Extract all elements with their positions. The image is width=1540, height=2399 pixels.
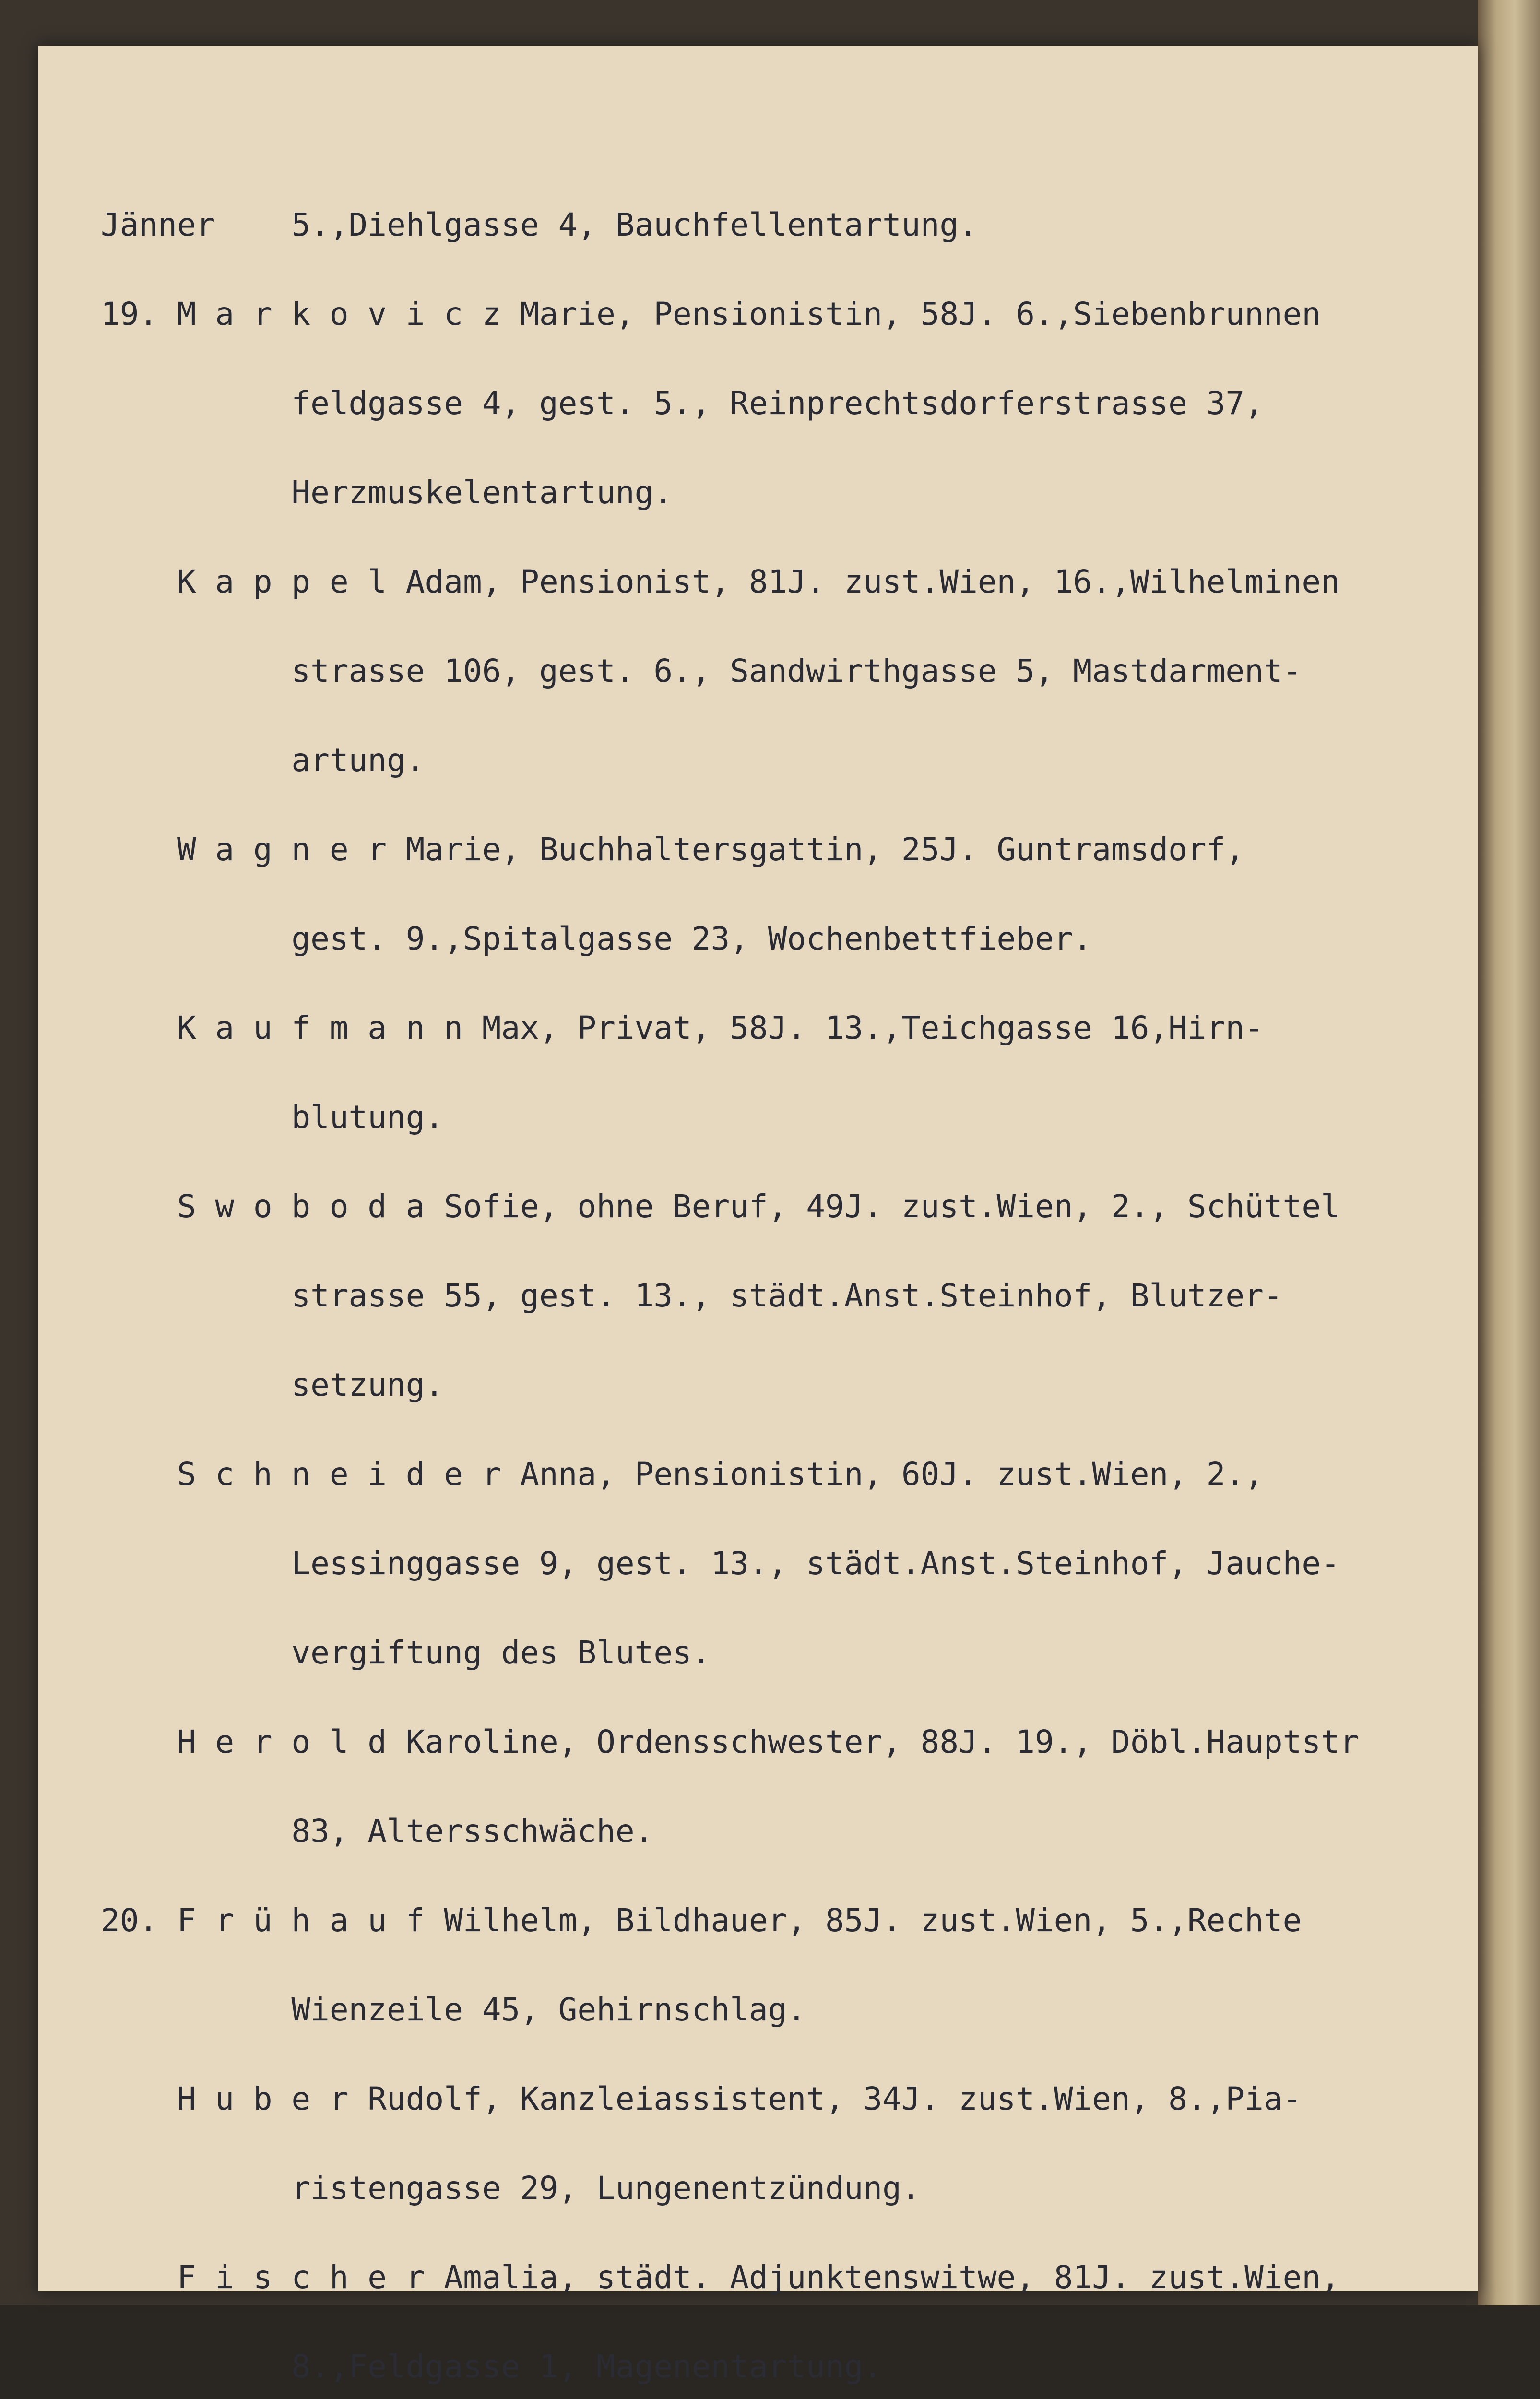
text-line: 83, Altersschwäche.: [101, 1813, 654, 1850]
text-line: S c h n e i d e r Anna, Pensionistin, 60J. zust.Wien, 2.,: [101, 1456, 1264, 1493]
text-line: 19. M a r k o v i c z Marie, Pensionistin, 58J. 6.,Siebenbrunnen: [101, 296, 1321, 333]
text-line: H u b e r Rudolf, Kanzleiassistent, 34J. zust.Wien, 8.,Pia-: [101, 2080, 1302, 2117]
text-line: K a p p e l Adam, Pensionist, 81J. zust.Wien, 16.,Wilhelminen: [101, 563, 1340, 600]
text-line: setzung.: [101, 1366, 444, 1403]
document-page: [38, 46, 1478, 2385]
text-line: Jänner 5.,Diehlgasse 4, Bauchfellentartung.: [101, 206, 978, 243]
text-line: Lessinggasse 9, gest. 13., städt.Anst.Steinhof, Jauche-: [101, 1545, 1340, 1582]
text-line: gest. 9.,Spitalgasse 23, Wochenbettfieber.: [101, 920, 1092, 957]
text-line: strasse 55, gest. 13., städt.Anst.Steinhof, Blutzer-: [101, 1277, 1283, 1314]
text-line: Wienzeile 45, Gehirnschlag.: [101, 1991, 806, 2028]
text-line: F i s c h e r Amalia, städt. Adjunktenswitwe, 81J. zust.Wien,: [101, 2259, 1340, 2296]
text-line: Herzmuskelentartung.: [101, 474, 673, 511]
entries-block: [101, 151, 1473, 2399]
text-line: ristengasse 29, Lungenentzündung.: [101, 2170, 921, 2207]
next-page-edge: [1478, 0, 1540, 2305]
text-line: 8.,Feldgasse 1, Magenentartung.: [101, 2348, 883, 2385]
text-line: strasse 106, gest. 6., Sandwirthgasse 5, Mastdarment-: [101, 653, 1302, 689]
text-line: vergiftung des Blutes.: [101, 1634, 711, 1671]
text-line: H e r o l d Karoline, Ordensschwester, 88J. 19., Döbl.Hauptstr: [101, 1723, 1359, 1760]
text-line: K a u f m a n n Max, Privat, 58J. 13.,Teichgasse 16,Hirn-: [101, 1009, 1264, 1046]
text-line: 20. F r ü h a u f Wilhelm, Bildhauer, 85J. zust.Wien, 5.,Rechte: [101, 1902, 1302, 1939]
text-line: artung.: [101, 742, 425, 779]
typewritten-text: [101, 91, 1473, 2399]
text-line: feldgasse 4, gest. 5., Reinprechtsdorferstrasse 37,: [101, 385, 1264, 422]
text-line: W a g n e r Marie, Buchhaltersgattin, 25J. Guntramsdorf,: [101, 831, 1245, 868]
text-line: blutung.: [101, 1099, 444, 1136]
text-line: S w o b o d a Sofie, ohne Beruf, 49J. zust.Wien, 2., Schüttel: [101, 1188, 1340, 1225]
